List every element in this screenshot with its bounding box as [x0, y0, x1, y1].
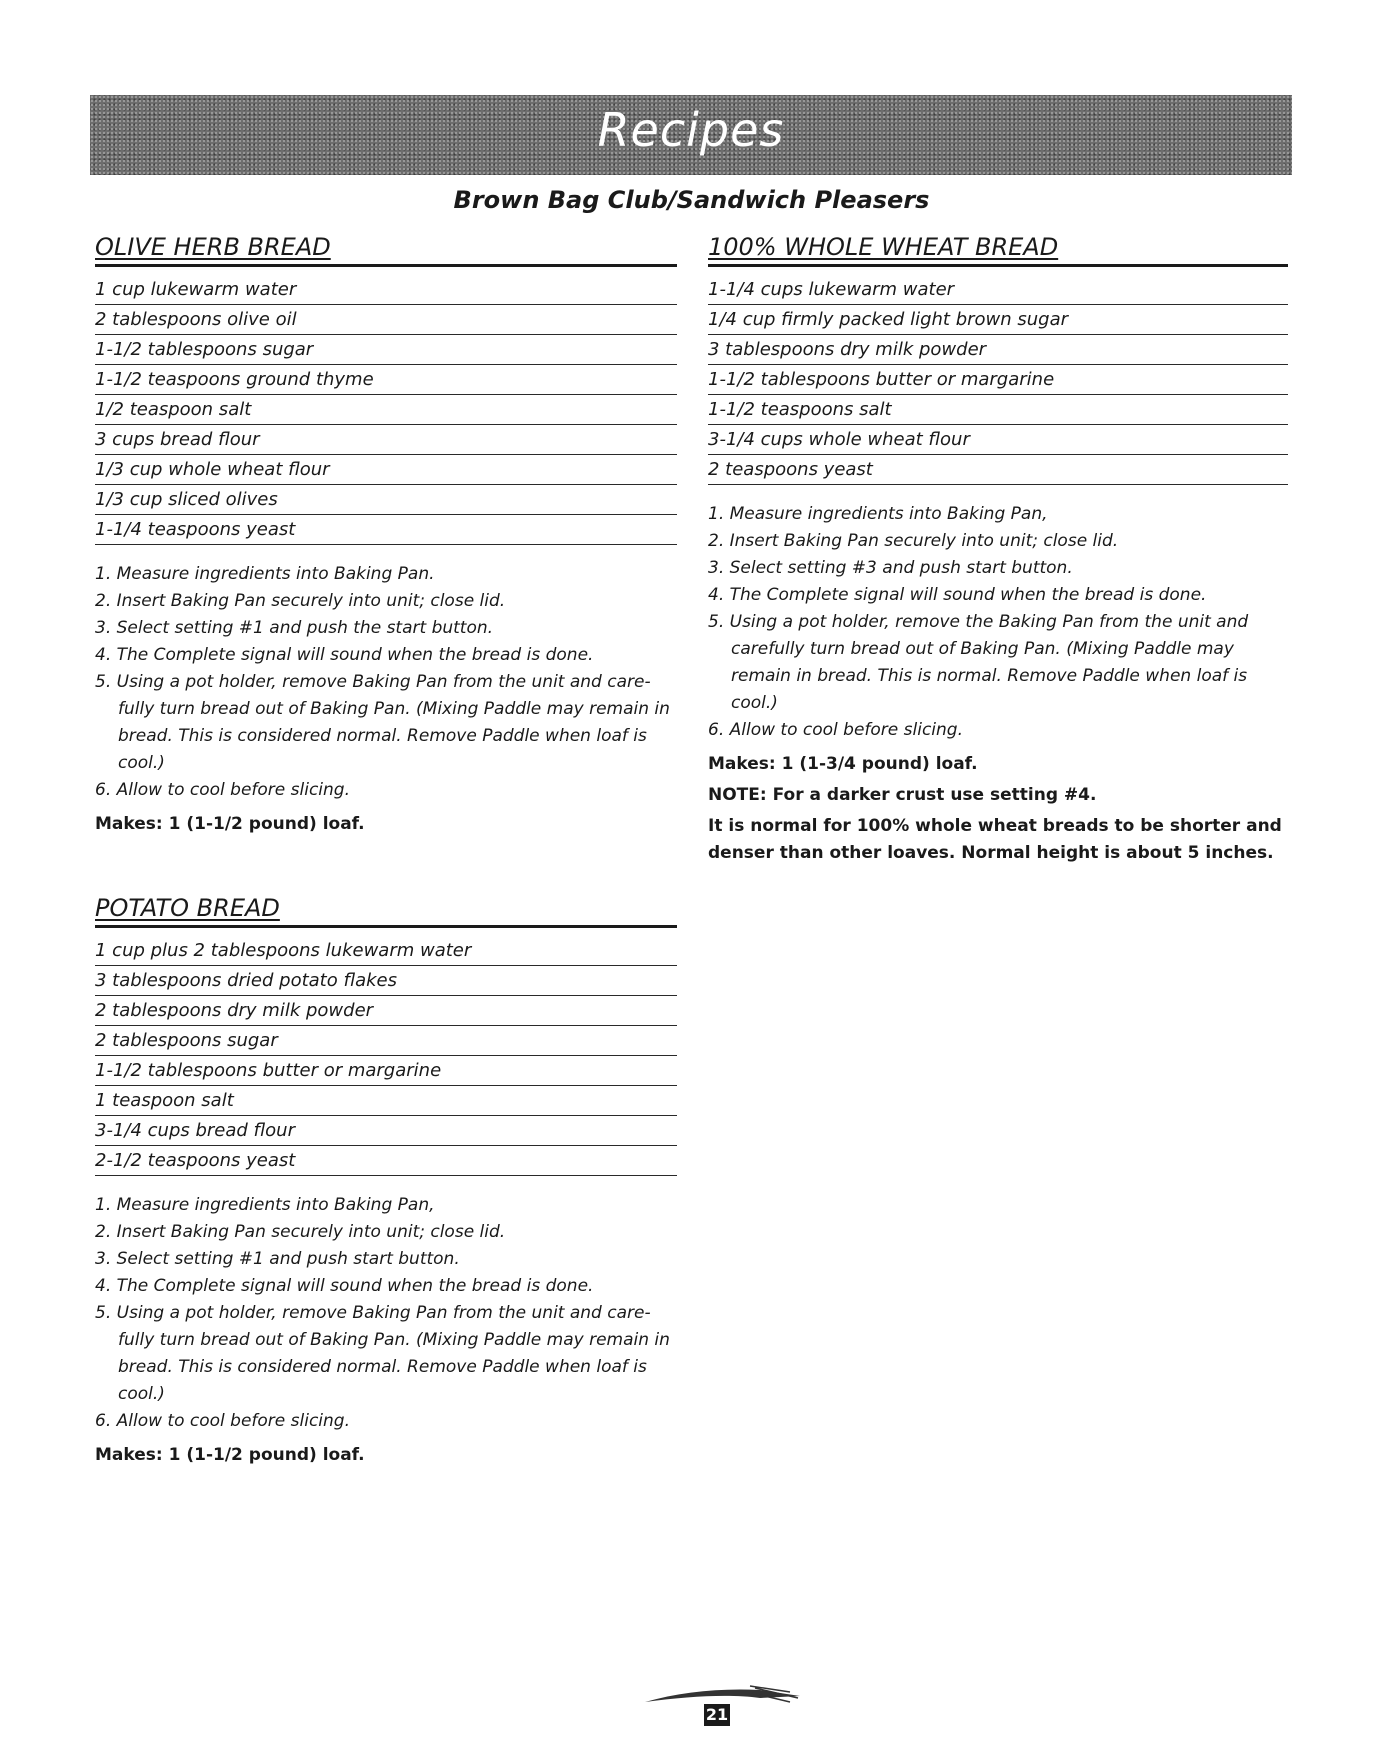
ingredient-item: 1 teaspoon salt: [95, 1086, 677, 1116]
ingredient-item: 2-1/2 teaspoons yeast: [95, 1146, 677, 1176]
step-item: 5. Using a pot holder, remove the Baking Pan from the unit and carefully turn bread out of Baking Pan. (Mixing Paddle may remain in bread. This is normal. Remove Paddle when loaf is cool.): [708, 612, 1249, 713]
step-item: 3. Select setting #1 and push start button.: [95, 1249, 460, 1269]
ingredient-item: 1/3 cup sliced olives: [95, 485, 677, 515]
note-detail-text: It is normal for 100% whole wheat breads to be shorter and denser than other loaves. Normal height is about 5 inches.: [708, 816, 1282, 863]
ingredient-item: 3-1/4 cups bread flour: [95, 1116, 677, 1146]
ingredient-item: 1-1/2 tablespoons sugar: [95, 335, 677, 365]
step-item: 5. Using a pot holder, remove Baking Pan from the unit and care-fully turn bread out of Baking Pan. (Mixing Paddle may remain in bread. This is considered normal. Remove Paddle when loaf is cool.): [95, 1303, 670, 1404]
step-item: 1. Measure ingredients into Baking Pan.: [95, 564, 435, 584]
ingredient-item: 2 teaspoons yeast: [708, 455, 1288, 485]
ingredient-item: 1-1/2 teaspoons salt: [708, 395, 1288, 425]
ingredient-item: 2 tablespoons olive oil: [95, 305, 677, 335]
section-subtitle: Brown Bag Club/Sandwich Pleasers: [453, 186, 930, 214]
ingredient-list: [95, 936, 677, 1176]
step-item: 4. The Complete signal will sound when the bread is done.: [95, 645, 594, 665]
step-item: 6. Allow to cool before slicing.: [95, 1411, 350, 1431]
step-list: [95, 561, 677, 804]
ingredient-item: 2 tablespoons dry milk powder: [95, 996, 677, 1026]
ingredient-item: 3 cups bread flour: [95, 425, 677, 455]
ingredient-item: 1-1/4 teaspoons yeast: [95, 515, 677, 545]
ingredient-item: 2 tablespoons sugar: [95, 1026, 677, 1056]
note-text: NOTE: For a darker crust use setting #4.: [708, 785, 1097, 805]
page-number: 21: [705, 1705, 729, 1724]
ingredient-item: 3 tablespoons dried potato flakes: [95, 966, 677, 996]
step-item: 4. The Complete signal will sound when the bread is done.: [708, 585, 1207, 605]
ingredient-item: 1 cup plus 2 tablespoons lukewarm water: [95, 936, 677, 966]
ingredient-item: 1-1/2 tablespoons butter or margarine: [708, 365, 1288, 395]
step-list: [95, 1192, 677, 1435]
step-item: 3. Select setting #1 and push the start button.: [95, 618, 494, 638]
step-item: 6. Allow to cool before slicing.: [708, 720, 963, 740]
step-item: 3. Select setting #3 and push start button.: [708, 558, 1073, 578]
step-item: 6. Allow to cool before slicing.: [95, 780, 350, 800]
page-title: Recipes: [597, 103, 785, 157]
yield-text: Makes: 1 (1-1/2 pound) loaf.: [95, 1445, 365, 1465]
recipe-whole-wheat: [708, 232, 1288, 867]
recipe-potato: [95, 893, 677, 1469]
ingredient-item: 1/4 cup firmly packed light brown sugar: [708, 305, 1288, 335]
yield-text: Makes: 1 (1-1/2 pound) loaf.: [95, 814, 365, 834]
ingredient-item: 1-1/2 tablespoons butter or margarine: [95, 1056, 677, 1086]
recipe-title: OLIVE HERB BREAD: [95, 232, 677, 267]
ingredient-item: 1-1/2 teaspoons ground thyme: [95, 365, 677, 395]
ingredient-item: 1/2 teaspoon salt: [95, 395, 677, 425]
ingredient-item: 3-1/4 cups whole wheat flour: [708, 425, 1288, 455]
ingredient-list: [708, 275, 1288, 485]
step-item: 1. Measure ingredients into Baking Pan,: [708, 504, 1048, 524]
step-item: 5. Using a pot holder, remove Baking Pan from the unit and care-fully turn bread out of Baking Pan. (Mixing Paddle may remain in bread. This is considered normal. Remove Paddle when loaf is cool.): [95, 672, 670, 773]
step-item: 2. Insert Baking Pan securely into unit; close lid.: [708, 531, 1119, 551]
ingredient-item: 3 tablespoons dry milk powder: [708, 335, 1288, 365]
step-item: 2. Insert Baking Pan securely into unit; close lid.: [95, 1222, 506, 1242]
step-list: [708, 501, 1288, 744]
recipe-title: 100% WHOLE WHEAT BREAD: [708, 232, 1288, 267]
recipe-title: POTATO BREAD: [95, 893, 677, 928]
step-item: 4. The Complete signal will sound when the bread is done.: [95, 1276, 594, 1296]
step-item: 2. Insert Baking Pan securely into unit; close lid.: [95, 591, 506, 611]
ingredient-item: 1/3 cup whole wheat flour: [95, 455, 677, 485]
ingredient-list: [95, 275, 677, 545]
ingredient-item: 1 cup lukewarm water: [95, 275, 677, 305]
step-item: 1. Measure ingredients into Baking Pan,: [95, 1195, 435, 1215]
header-banner: [90, 95, 1292, 175]
recipe-olive-herb: [95, 232, 677, 838]
yield-text: Makes: 1 (1-3/4 pound) loaf.: [708, 754, 978, 774]
ingredient-item: 1-1/4 cups lukewarm water: [708, 275, 1288, 305]
